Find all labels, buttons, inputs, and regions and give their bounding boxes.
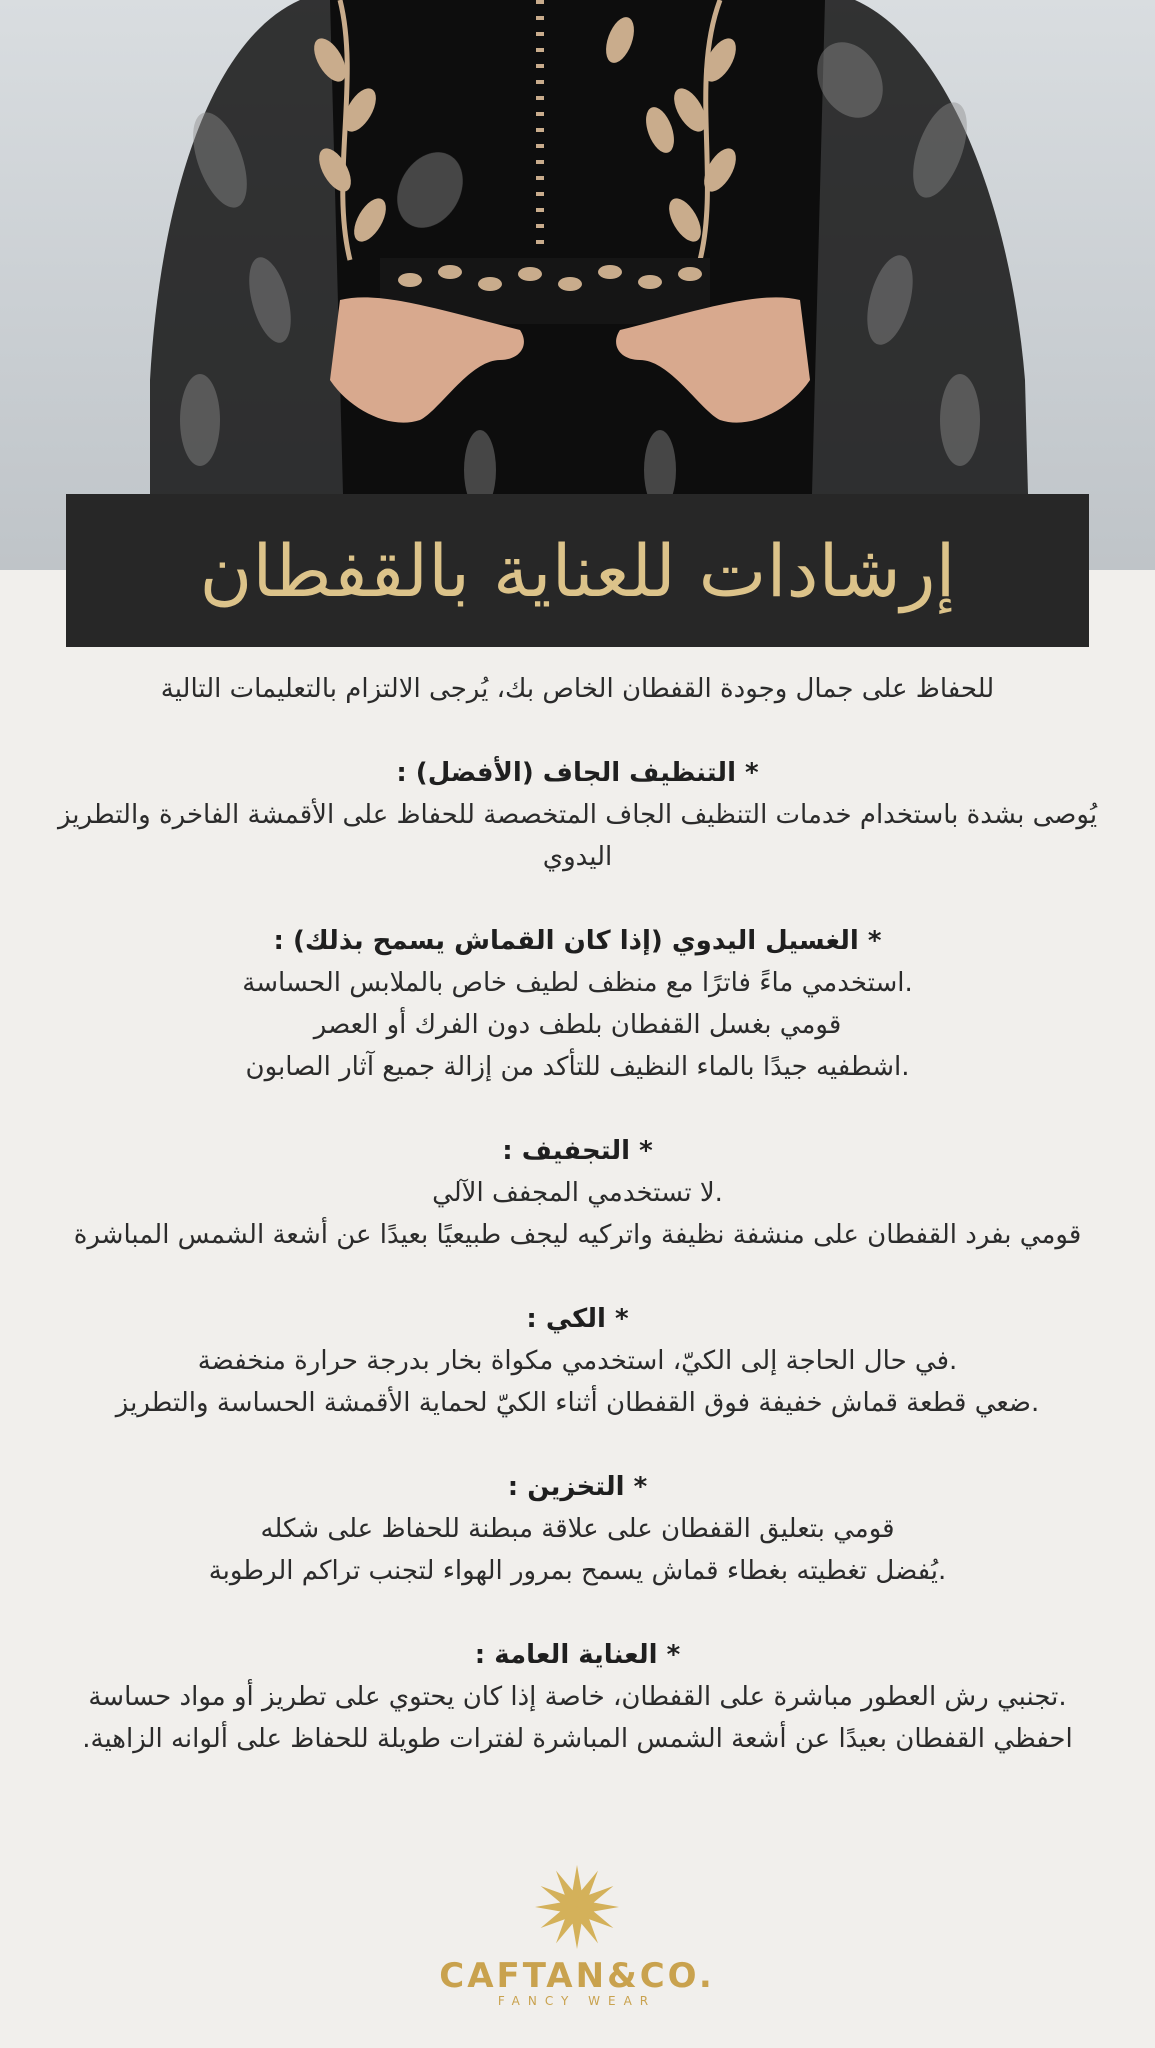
section-general-care — [30, 1634, 1125, 1760]
brand-logo — [427, 1862, 727, 2012]
section-line: .تجنبي رش العطور مباشرة على القفطان، خاصة إذا كان يحتوي على تطريز أو مواد حساسة — [88, 1682, 1067, 1712]
caftan-photo — [0, 0, 1155, 570]
section-line: .استخدمي ماءً فاترًا مع منظف لطيف خاص بالملابس الحساسة — [242, 968, 913, 998]
section-line: .اشطفيه جيدًا بالماء النظيف للتأكد من إزالة جميع آثار الصابون — [245, 1052, 910, 1082]
section-line: قومي بغسل القفطان بلطف دون الفرك أو العصر — [313, 1010, 842, 1040]
section-heading: * الكي : — [526, 1304, 629, 1334]
section-line: .ضعي قطعة قماش خفيفة فوق القفطان أثناء الكيّ لحماية الأقمشة الحساسة والتطريز — [115, 1388, 1040, 1418]
page-title: إرشادات للعناية بالقفطان — [199, 528, 956, 613]
brand-name: CAFTAN&CO. — [439, 1956, 715, 1996]
caftan-illustration — [0, 0, 1155, 570]
section-heading: * الغسيل اليدوي (إذا كان القماش يسمح بذلك) : — [273, 926, 882, 956]
section-line: قومي بفرد القفطان على منشفة نظيفة واتركيه ليجف طبيعيًا بعيدًا عن أشعة الشمس المباشرة — [73, 1220, 1082, 1250]
section-dry-cleaning — [30, 752, 1125, 878]
section-line: .يُفضل تغطيته بغطاء قماش يسمح بمرور الهواء لتجنب تراكم الرطوبة — [208, 1556, 947, 1586]
section-line: يُوصى بشدة باستخدام خدمات التنظيف الجاف المتخصصة للحفاظ على الأقمشة الفاخرة والتطريز اليدوي — [57, 800, 1098, 872]
care-instructions — [30, 668, 1125, 1802]
section-drying — [30, 1130, 1125, 1256]
section-line: قومي بتعليق القفطان على علاقة مبطنة للحفاظ على شكله — [260, 1514, 895, 1544]
sunburst-logo-icon — [532, 1862, 622, 1952]
intro-text: للحفاظ على جمال وجودة القفطان الخاص بك، يُرجى الالتزام بالتعليمات التالية — [160, 674, 995, 704]
section-heading: * التجفيف : — [502, 1136, 653, 1166]
section-line: احفظي القفطان بعيدًا عن أشعة الشمس المباشرة لفترات طويلة للحفاظ على ألوانه الزاهية. — [82, 1724, 1073, 1754]
section-ironing — [30, 1298, 1125, 1424]
brand-tagline: FANCY WEAR — [497, 1994, 657, 2008]
title-band — [66, 494, 1089, 647]
section-hand-wash — [30, 920, 1125, 1088]
section-heading: * التنظيف الجاف (الأفضل) : — [396, 758, 759, 788]
section-storage — [30, 1466, 1125, 1592]
section-line: .لا تستخدمي المجفف الآلي — [432, 1178, 723, 1208]
section-heading: * العناية العامة : — [474, 1640, 681, 1670]
section-line: .في حال الحاجة إلى الكيّ، استخدمي مكواة بخار بدرجة حرارة منخفضة — [197, 1346, 958, 1376]
section-heading: * التخزين : — [507, 1472, 648, 1502]
